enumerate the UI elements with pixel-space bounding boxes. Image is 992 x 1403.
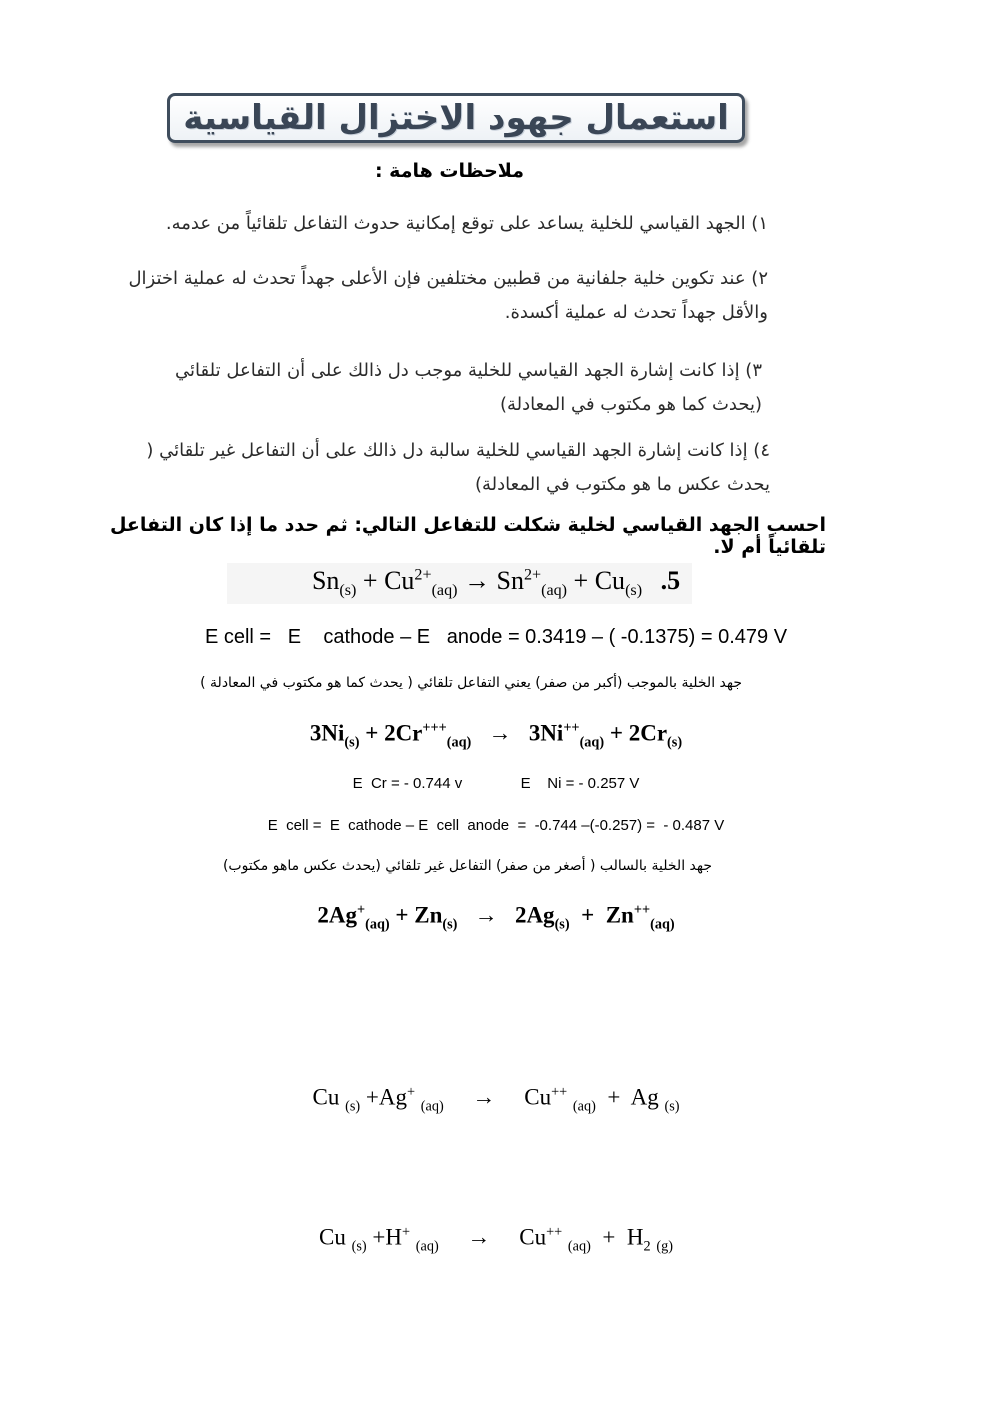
- reaction-arrow: →: [472, 1084, 496, 1110]
- notes-heading: ملاحظات هامة :: [374, 160, 524, 182]
- reaction-arrow: →: [488, 720, 512, 746]
- page-title: استعمال جهود الاختزال القياسية: [183, 98, 729, 138]
- equation-4: Cu $_{(s)}$ +Ag+ $_{(aq)}$ → Cu++ $_{(aq)}$ + Ag $_{(s)}$: [312, 1084, 680, 1115]
- equation-5: Cu $_{(s)}$ +H+ $_{(aq)}$ → Cu++ $_{(aq)} + H_2$ $_{(g)}$: [319, 1224, 673, 1255]
- equation-3: $2Ag^+_{(aq)} + Zn_{(s)}$ → $2Ag_{(s)} + Zn^{++}_{(aq)}$: [317, 902, 675, 933]
- calculation-1: E cell = E cathode – E anode = 0.3419 – ( -0.1375) = 0.479 V: [204, 626, 788, 648]
- result-1: جهد الخلية بالموجب (أكبر من صفر) يعني التفاعل تلقائي ( يحدث كما هو مكتوب في المعادلة ): [200, 675, 742, 691]
- result-2: جهد الخلية بالسالب ( أصغر من صفر) التفاعل غير تلقائي (يحدث عكس ماهو مكتوب): [222, 858, 712, 874]
- reaction-arrow: →: [474, 902, 498, 928]
- note-1: ١) الجهد القياسي للخلية يساعد على توقع إمكانية حدوث التفاعل تلقائياً من عدمه.: [165, 213, 768, 234]
- equation-1: $Sn_{(s)} + Cu^{2+}_{(aq)} \to Sn^{2+}_{(aq)} + Cu_{(s)}$ .5: [311, 566, 681, 600]
- calculation-2: E Cr = - 0.744 v E Ni = - 0.257 V: [352, 775, 640, 792]
- reaction-arrow: →: [464, 566, 490, 595]
- question-number: .5: [660, 566, 681, 595]
- calculation-3: E cell = E cathode – E cell anode = -0.744 –(-0.257) = - 0.487 V: [267, 817, 725, 834]
- note-4: ٤) إذا كانت إشارة الجهد القياسي للخلية سالبة دل ذالك على أن التفاعل غير تلقائي ( يحدث عكس ما هو مكتوب في المعادلة): [146, 440, 770, 495]
- note-3: ٣) إذا كانت إشارة الجهد القياسي للخلية موجب دل ذالك على أن التفاعل تلقائي (يحدث كما هو مكتوب في المعادلة): [175, 360, 762, 415]
- question-text: احسب الجهد القياسي لخلية شكلت للتفاعل التالي: ثم حدد ما إذا كان التفاعل تلقائياً أم لا.: [109, 514, 826, 558]
- title-banner: [167, 93, 745, 143]
- equation-2: $3Ni_{(s)} + 2Cr^{+++}_{(aq)}$ → $3Ni^{++}_{(aq)} + 2Cr_{(s)}$: [309, 720, 683, 751]
- note-2: ٢) عند تكوين خلية جلفانية من قطبين مختلفين فإن الأعلى جهداً تحدث له عملية اختزال والأقل جهداً تحدث له عملية أكسدة.: [128, 268, 768, 323]
- reaction-arrow: →: [467, 1224, 491, 1250]
